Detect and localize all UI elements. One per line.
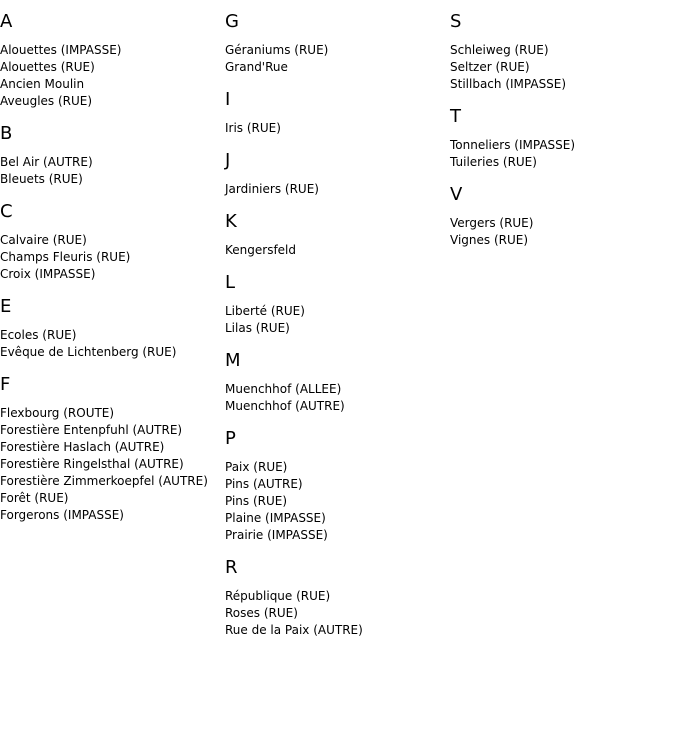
street-link-vergers-rue[interactable]: Vergers (RUE)	[450, 216, 534, 230]
street-link-schleiweg-rue[interactable]: Schleiweg (RUE)	[450, 43, 549, 57]
street-link-foret-rue[interactable]: Forêt (RUE)	[0, 491, 69, 505]
letter-heading: T	[450, 106, 461, 127]
letter-heading: S	[450, 11, 462, 32]
street-link-republique-rue[interactable]: République (RUE)	[225, 589, 331, 603]
letter-heading: I	[225, 89, 231, 110]
street-link-bleuets-rue[interactable]: Bleuets (RUE)	[0, 172, 83, 186]
street-link-tonneliers-impasse[interactable]: Tonneliers (IMPASSE)	[450, 138, 576, 152]
letter-heading: B	[0, 123, 13, 144]
street-link-seltzer-rue[interactable]: Seltzer (RUE)	[450, 60, 530, 74]
street-list	[0, 327, 225, 361]
street-link-aveugles-rue[interactable]: Aveugles (RUE)	[0, 94, 93, 108]
index-column-2	[225, 11, 450, 652]
street-link-stillbach-impasse[interactable]: Stillbach (IMPASSE)	[450, 77, 567, 91]
street-link-alouettes-impasse[interactable]: Alouettes (IMPASSE)	[0, 43, 122, 57]
street-link-muenchhof-autre[interactable]: Muenchhof (AUTRE)	[225, 399, 345, 413]
street-list	[0, 232, 225, 283]
letter-heading: C	[0, 201, 13, 222]
street-link-lilas-rue[interactable]: Lilas (RUE)	[225, 321, 290, 335]
street-link-geraniums-rue[interactable]: Géraniums (RUE)	[225, 43, 329, 57]
street-link-pins-autre[interactable]: Pins (AUTRE)	[225, 477, 303, 491]
street-link-paix-rue[interactable]: Paix (RUE)	[225, 460, 288, 474]
index-column-3	[450, 11, 675, 262]
letter-heading: K	[225, 211, 237, 232]
street-list	[225, 303, 450, 337]
letter-group-i	[225, 89, 450, 137]
letter-heading: L	[225, 272, 236, 293]
street-list	[450, 215, 675, 249]
street-link-eveque-de-lichtenberg-rue[interactable]: Evêque de Lichtenberg (RUE)	[0, 345, 177, 359]
letter-group-p	[225, 428, 450, 544]
street-link-iris-rue[interactable]: Iris (RUE)	[225, 121, 281, 135]
letter-group-s	[450, 11, 675, 93]
street-link-forgerons-impasse[interactable]: Forgerons (IMPASSE)	[0, 508, 124, 522]
letter-group-b	[0, 123, 225, 188]
letter-heading: J	[225, 150, 231, 171]
street-link-forestiere-haslach-autre[interactable]: Forestière Haslach (AUTRE)	[0, 440, 165, 454]
letter-heading: P	[225, 428, 236, 449]
letter-group-j	[225, 150, 450, 198]
street-link-prairie-impasse[interactable]: Prairie (IMPASSE)	[225, 528, 328, 542]
street-link-calvaire-rue[interactable]: Calvaire (RUE)	[0, 233, 87, 247]
letter-heading: V	[450, 184, 463, 205]
street-link-kengersfeld[interactable]: Kengersfeld	[225, 243, 297, 257]
letter-heading: M	[225, 350, 241, 371]
street-list	[225, 181, 450, 198]
street-list	[225, 42, 450, 76]
letter-group-v	[450, 184, 675, 249]
street-link-pins-rue[interactable]: Pins (RUE)	[225, 494, 288, 508]
street-list	[0, 154, 225, 188]
street-link-forestiere-entenpfuhl-autre[interactable]: Forestière Entenpfuhl (AUTRE)	[0, 423, 183, 437]
street-list	[0, 405, 225, 524]
street-list	[225, 242, 450, 259]
letter-group-k	[225, 211, 450, 259]
street-link-flexbourg-route[interactable]: Flexbourg (ROUTE)	[0, 406, 115, 420]
street-link-champs-fleuris-rue[interactable]: Champs Fleuris (RUE)	[0, 250, 131, 264]
letter-group-t	[450, 106, 675, 171]
street-link-ecoles-rue[interactable]: Ecoles (RUE)	[0, 328, 77, 342]
street-link-forestiere-ringelsthal-autre[interactable]: Forestière Ringelsthal (AUTRE)	[0, 457, 184, 471]
letter-heading: F	[0, 374, 11, 395]
street-link-tuileries-rue[interactable]: Tuileries (RUE)	[450, 155, 537, 169]
letter-group-r	[225, 557, 450, 639]
letter-group-g	[225, 11, 450, 76]
letter-group-f	[0, 374, 225, 524]
street-list	[450, 137, 675, 171]
street-link-rue-de-la-paix-autre[interactable]: Rue de la Paix (AUTRE)	[225, 623, 363, 637]
street-list	[225, 459, 450, 544]
street-link-croix-impasse[interactable]: Croix (IMPASSE)	[0, 267, 96, 281]
street-link-vignes-rue[interactable]: Vignes (RUE)	[450, 233, 529, 247]
letter-group-m	[225, 350, 450, 415]
letter-group-a	[0, 11, 225, 110]
street-link-roses-rue[interactable]: Roses (RUE)	[225, 606, 298, 620]
street-list	[225, 381, 450, 415]
street-list	[0, 42, 225, 110]
street-link-plaine-impasse[interactable]: Plaine (IMPASSE)	[225, 511, 326, 525]
index-column-1	[0, 11, 225, 537]
street-list	[225, 588, 450, 639]
street-link-alouettes-rue[interactable]: Alouettes (RUE)	[0, 60, 95, 74]
letter-group-e	[0, 296, 225, 361]
street-link-bel-air-autre[interactable]: Bel Air (AUTRE)	[0, 155, 93, 169]
letter-heading: R	[225, 557, 238, 578]
street-link-grand-rue[interactable]: Grand'Rue	[225, 60, 288, 74]
letter-heading: A	[0, 11, 13, 32]
street-link-muenchhof-allee[interactable]: Muenchhof (ALLEE)	[225, 382, 342, 396]
street-link-ancien-moulin[interactable]: Ancien Moulin	[0, 77, 85, 91]
street-list	[225, 120, 450, 137]
letter-group-c	[0, 201, 225, 283]
letter-group-l	[225, 272, 450, 337]
street-link-jardiniers-rue[interactable]: Jardiniers (RUE)	[225, 182, 319, 196]
street-link-liberte-rue[interactable]: Liberté (RUE)	[225, 304, 305, 318]
street-link-forestiere-zimmerkoepfel-autre[interactable]: Forestière Zimmerkoepfel (AUTRE)	[0, 474, 208, 488]
letter-heading: G	[225, 11, 239, 32]
street-list	[450, 42, 675, 93]
letter-heading: E	[0, 296, 12, 317]
